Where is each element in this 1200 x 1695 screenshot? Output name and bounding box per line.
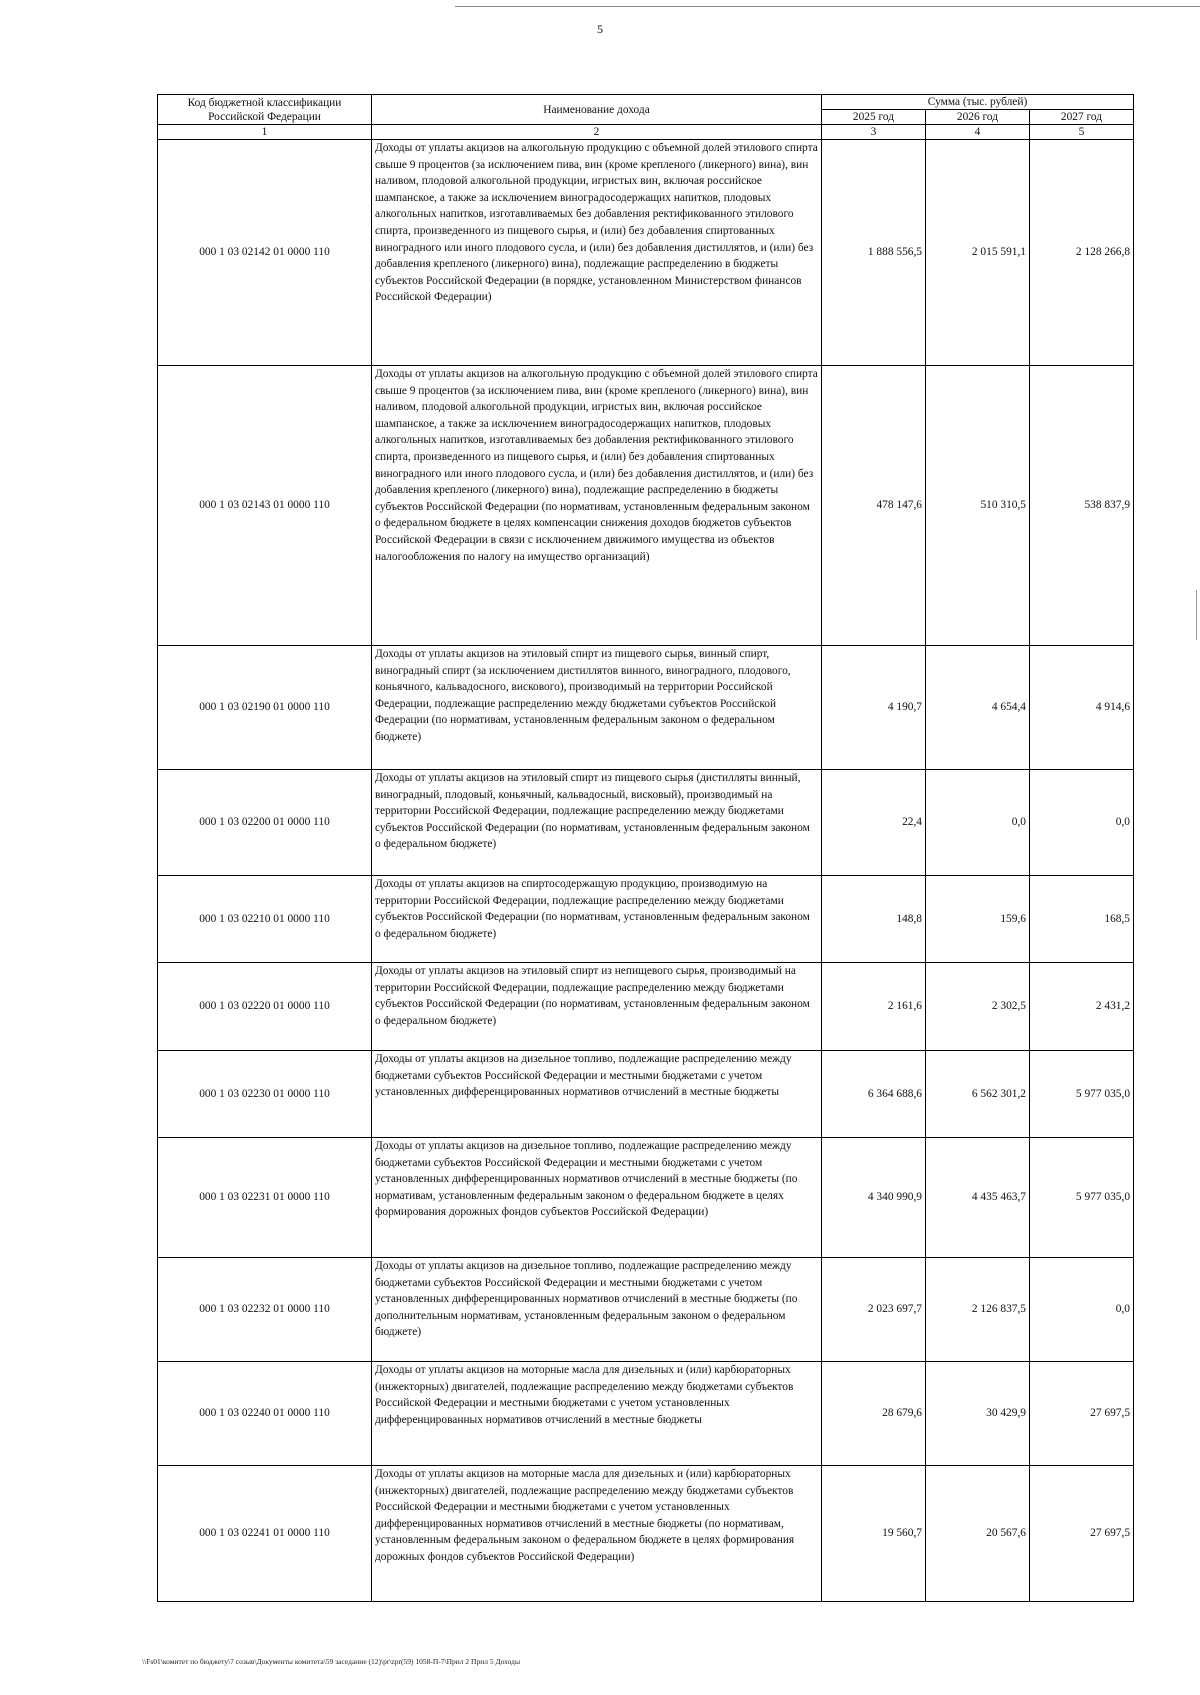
row-name: Доходы от уплаты акцизов на алкогольную продукцию с объемной долей этилового спирта свыше 9 процентов (за исключением пива, вин (кроме крепленого (ликерного) вина), вин наливом, плодовой алкогольной продукции, игристых вин, включая российское шампанское, а также за исключением виноградосодержащих напитков, плодовых алкогольных напитков, изготавливаемых без добавления ректификованного этилового спирта, произведенного из пищевого сырья, и (или) без добавления спиртованных виноградного или иного плодового сусла, и (или) без добавления дистиллятов, и (или) без добавления крепленого (ликерного) вина), подлежащие распределению в бюджеты субъектов Российской Федерации (в порядке, установленном Министерством финансов Российской Федерации) [372,140,822,366]
row-value-2026: 2 015 591,1 [926,140,1030,366]
table-row [158,1466,1134,1602]
table-row [158,876,1134,963]
row-value-2027: 27 697,5 [1030,1362,1134,1466]
row-value-2026: 510 310,5 [926,366,1030,646]
table-row [158,1258,1134,1362]
page-number: 5 [597,22,603,36]
row-value-2025: 6 364 688,6 [822,1051,926,1138]
header-index-4: 4 [926,125,1030,140]
row-value-2026: 2 302,5 [926,963,1030,1051]
table-row [158,963,1134,1051]
row-name: Доходы от уплаты акцизов на дизельное топливо, подлежащие распределению между бюджетами субъектов Российской Федерации и местными бюджетами с учетом установленных дифференцированных нормативов отчислений в местные бюджеты [372,1051,822,1138]
row-value-2025: 1 888 556,5 [822,140,926,366]
row-value-2025: 148,8 [822,876,926,963]
row-code: 000 1 03 02210 01 0000 110 [158,876,372,963]
row-value-2027: 0,0 [1030,1258,1134,1362]
row-name: Доходы от уплаты акцизов на этиловый спирт из пищевого сырья, винный спирт, виноградный спирт (за исключением дистиллятов винного, виноградного, плодового, коньячного, кальвадосного, вискового), производимый на территории Российской Федерации, подлежащие распределению между бюджетами субъектов Российской Федерации (по нормативам, установленным федеральным законом о федеральном бюджете) [372,646,822,770]
row-code: 000 1 03 02231 01 0000 110 [158,1138,372,1258]
table-row [158,1138,1134,1258]
row-value-2027: 5 977 035,0 [1030,1138,1134,1258]
row-value-2027: 5 977 035,0 [1030,1051,1134,1138]
row-value-2026: 6 562 301,2 [926,1051,1030,1138]
row-name: Доходы от уплаты акцизов на этиловый спирт из пищевого сырья (дистилляты винный, виноградный, плодовый, коньячный, кальвадосный, висковый), производимый на территории Российской Федерации, подлежащие распределению между бюджетами субъектов Российской Федерации (по нормативам, установленным федеральным законом о федеральном бюджете) [372,770,822,876]
row-name: Доходы от уплаты акцизов на дизельное топливо, подлежащие распределению между бюджетами субъектов Российской Федерации и местными бюджетами с учетом установленных дифференцированных нормативов отчислений в местные бюджеты (по дополнительным нормативам, установленным федеральным законом о федеральном бюджете) [372,1258,822,1362]
row-value-2025: 4 190,7 [822,646,926,770]
row-code: 000 1 03 02232 01 0000 110 [158,1258,372,1362]
header-year-2026: 2026 год [926,110,1030,125]
header-sum: Сумма (тыс. рублей) [822,95,1134,110]
row-name: Доходы от уплаты акцизов на дизельное топливо, подлежащие распределению между бюджетами субъектов Российской Федерации и местными бюджетами с учетом установленных дифференцированных нормативов отчислений в местные бюджеты (по нормативам, установленным федеральным законом о федеральном бюджете в целях формирования дорожных фондов субъектов Российской Федерации) [372,1138,822,1258]
header-index-3: 3 [822,125,926,140]
row-name: Доходы от уплаты акцизов на алкогольную продукцию с объемной долей этилового спирта свыше 9 процентов (за исключением пива, вин (кроме крепленого (ликерного) вина), вин наливом, плодовой алкогольной продукции, игристых вин, включая российское шампанское, а также за исключением виноградосодержащих напитков, плодовых алкогольных напитков, изготавливаемых без добавления ректификованного этилового спирта, произведенного из пищевого сырья, и (или) без добавления спиртованных виноградного или иного плодового сусла, и (или) без добавления дистиллятов, и (или) без добавления крепленого (ликерного) вина), подлежащие распределению в бюджеты субъектов Российской Федерации (по нормативам, установленным федеральным законом о федеральном бюджете в целях компенсации снижения доходов бюджетов субъектов Российской Федерации в связи с исключением движимого имущества из объектов налогообложения по налогу на имущество организаций) [372,366,822,646]
row-value-2025: 19 560,7 [822,1466,926,1602]
row-value-2026: 4 654,4 [926,646,1030,770]
header-index-1: 1 [158,125,372,140]
row-code: 000 1 03 02142 01 0000 110 [158,140,372,366]
table-row [158,770,1134,876]
row-code: 000 1 03 02143 01 0000 110 [158,366,372,646]
table-row [158,366,1134,646]
row-code: 000 1 03 02220 01 0000 110 [158,963,372,1051]
row-code: 000 1 03 02241 01 0000 110 [158,1466,372,1602]
top-rule [455,6,1200,7]
row-value-2025: 28 679,6 [822,1362,926,1466]
row-value-2026: 2 126 837,5 [926,1258,1030,1362]
table-row [158,1362,1134,1466]
row-value-2027: 168,5 [1030,876,1134,963]
row-value-2027: 2 431,2 [1030,963,1134,1051]
row-value-2026: 4 435 463,7 [926,1138,1030,1258]
scan-edge-mark [1196,590,1197,640]
header-name: Наименование дохода [372,95,822,125]
row-value-2026: 0,0 [926,770,1030,876]
row-value-2027: 4 914,6 [1030,646,1134,770]
header-index-5: 5 [1030,125,1134,140]
row-value-2025: 2 161,6 [822,963,926,1051]
row-code: 000 1 03 02200 01 0000 110 [158,770,372,876]
row-value-2026: 30 429,9 [926,1362,1030,1466]
row-name: Доходы от уплаты акцизов на моторные масла для дизельных и (или) карбюраторных (инжекторных) двигателей, подлежащие распределению между бюджетами субъектов Российской Федерации и местными бюджетами с учетом установленных дифференцированных нормативов отчислений в местные бюджеты [372,1362,822,1466]
row-name: Доходы от уплаты акцизов на спиртосодержащую продукцию, производимую на территории Российской Федерации, подлежащие распределению между бюджетами субъектов Российской Федерации (по нормативам, установленным федеральным законом о федеральном бюджете) [372,876,822,963]
row-value-2025: 4 340 990,9 [822,1138,926,1258]
row-code: 000 1 03 02240 01 0000 110 [158,1362,372,1466]
row-value-2025: 22,4 [822,770,926,876]
row-name: Доходы от уплаты акцизов на этиловый спирт из непищевого сырья, производимый на территории Российской Федерации, подлежащие распределению между бюджетами субъектов Российской Федерации (по нормативам, установленным федеральным законом о федеральном бюджете) [372,963,822,1051]
revenue-table [157,94,1134,1602]
row-value-2027: 538 837,9 [1030,366,1134,646]
header-code: Код бюджетной классификации Российской Федерации [158,95,372,125]
row-value-2027: 2 128 266,8 [1030,140,1134,366]
footer-file-path: \\Fs01\комитет по бюджету\7 созыв\Документы комитета\59 заседание (12)\pr\zpr(59) 1058-П-7\Прил 2 Прил 5 Доходы [142,1657,521,1666]
row-value-2027: 27 697,5 [1030,1466,1134,1602]
row-value-2025: 478 147,6 [822,366,926,646]
table-row [158,1051,1134,1138]
row-code: 000 1 03 02230 01 0000 110 [158,1051,372,1138]
row-code: 000 1 03 02190 01 0000 110 [158,646,372,770]
header-year-2025: 2025 год [822,110,926,125]
row-name: Доходы от уплаты акцизов на моторные масла для дизельных и (или) карбюраторных (инжекторных) двигателей, подлежащие распределению между бюджетами субъектов Российской Федерации и местными бюджетами с учетом установленных дифференцированных нормативов отчислений в местные бюджеты (по нормативам, установленным федеральным законом о федеральном бюджете в целях формирования дорожных фондов субъектов Российской Федерации) [372,1466,822,1602]
row-value-2027: 0,0 [1030,770,1134,876]
row-value-2025: 2 023 697,7 [822,1258,926,1362]
table-row [158,140,1134,366]
header-index-2: 2 [372,125,822,140]
table-row [158,646,1134,770]
row-value-2026: 20 567,6 [926,1466,1030,1602]
header-year-2027: 2027 год [1030,110,1134,125]
row-value-2026: 159,6 [926,876,1030,963]
